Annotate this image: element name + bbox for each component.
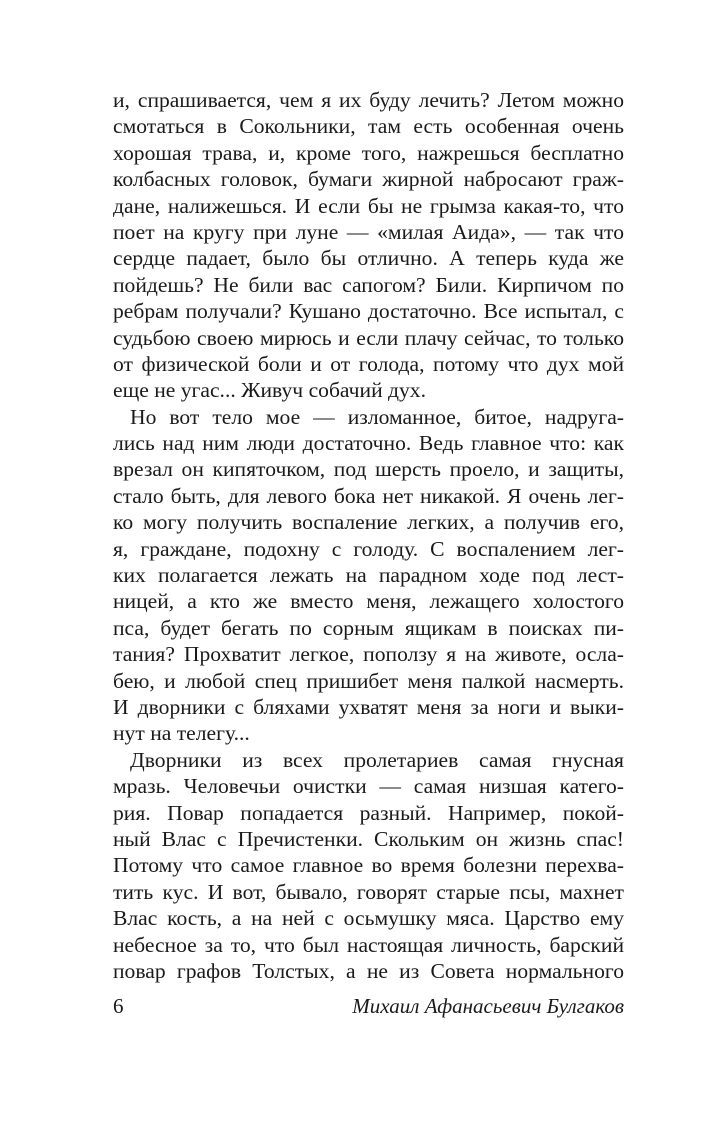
text-line: Потому что самое главное во время болезни перехва- (113, 853, 624, 878)
page-footer (113, 994, 624, 1022)
text-line: небесное за то, что был настоящая личность, барский (113, 932, 624, 957)
running-title: Михаил Афанасьевич Булгаков (352, 994, 624, 1018)
paragraph-2 (113, 404, 624, 747)
text-line: от физической боли и от голода, потому что дух мой (113, 351, 624, 376)
text-line: ко могу получить воспаление легких, а получив его, (113, 510, 624, 535)
text-line: Влас кость, а на ней с осьмушку мяса. Царство ему (113, 906, 624, 931)
text-line: дане, налижешься. И если бы не грымза какая-то, что (113, 193, 624, 218)
text-line: поет на кругу при луне — «милая Аида», — так что (113, 219, 624, 244)
text-line: пойдешь? Не били вас сапогом? Били. Кирпичом по (113, 272, 624, 297)
text-line: лись над ним люди достаточно. Ведь главное что: как (113, 431, 624, 456)
paragraph-3 (113, 747, 624, 985)
text-line: нут на телегу... (113, 721, 250, 746)
text-line: ный Влас с Пречистенки. Скольким он жизнь спас! (113, 826, 624, 851)
text-line: Но вот тело мое — изломанное, битое, надруга- (130, 404, 624, 429)
body-text (113, 87, 624, 984)
text-line: пса, будет бегать по сорным ящикам в поисках пи- (113, 615, 624, 640)
text-line: ницей, а кто же вместо меня, лежащего холостого (113, 589, 624, 614)
text-line: судьбою своею мирюсь и если плачу сейчас, то только (113, 325, 624, 350)
text-line: повар графов Толстых, а не из Совета нормального (113, 958, 624, 983)
text-line: мразь. Человечьи очистки — самая низшая катего- (113, 774, 624, 799)
text-line: сердце падает, было бы отлично. А теперь куда же (113, 246, 624, 271)
text-line: Дворники из всех пролетариев самая гнусная (130, 747, 624, 772)
text-line: хорошая трава, и, кроме того, нажрешься бесплатно (113, 140, 624, 165)
text-line: я, граждане, подохну с голоду. С воспалением лег- (113, 536, 624, 561)
text-line: тить кус. И вот, бывало, говорят старые псы, махнет (113, 879, 624, 904)
text-line: ких полагается лежать на парадном ходе под лест- (113, 563, 624, 588)
text-line: стало быть, для левого бока нет никакой. Я очень лег- (113, 483, 624, 508)
text-line: колбасных головок, бумаги жирной набросают граж- (113, 167, 624, 192)
text-line: тания? Прохватит легкое, поползу я на животе, осла- (113, 642, 624, 667)
text-line: врезал он кипяточком, под шерсть проело, и защиты, (113, 457, 624, 482)
text-line: смотаться в Сокольники, там есть особенная очень (113, 114, 624, 139)
paragraph-1 (113, 87, 624, 404)
text-line: и, спрашивается, чем я их буду лечить? Летом можно (113, 88, 624, 112)
text-line: ребрам получали? Кушано достаточно. Все испытал, с (113, 299, 624, 324)
page-number: 6 (113, 994, 124, 1018)
text-line: бею, и любой спец пришибет меня палкой насмерть. (113, 668, 624, 693)
text-line: И дворники с бляхами ухватят меня за ноги и выки- (113, 694, 624, 719)
text-line: рия. Повар попадается разный. Например, покой- (113, 800, 624, 825)
text-line: еще не угас... Живуч собачий дух. (113, 378, 427, 403)
